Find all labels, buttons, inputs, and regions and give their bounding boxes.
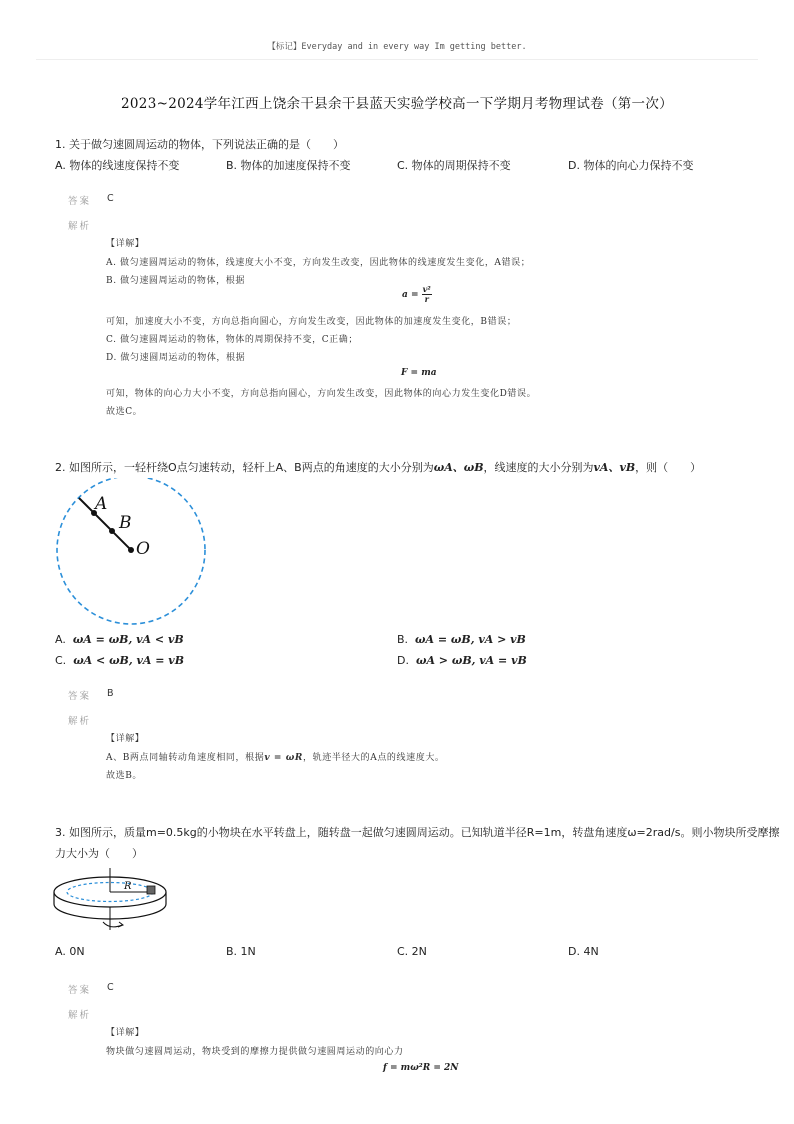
q2-detail-heading: 【详解】: [106, 734, 145, 744]
q3-label-r: R: [124, 881, 132, 892]
q2-option-a: [55, 633, 184, 646]
q3-detail-line-a: 物块做匀速圆周运动，物块受到的摩擦力提供做匀速圆周运动的向心力: [106, 1047, 404, 1057]
q2-stem-part-b: ，线速度的大小分别为: [483, 461, 594, 474]
q2-detail-line-b: 故选B。: [106, 771, 143, 781]
q1-formula-numerator: v²: [422, 284, 431, 294]
q2-option-c-letter: C.: [55, 654, 67, 667]
q2-analysis-label: 解析: [68, 716, 92, 727]
q2-point-o: [128, 547, 134, 553]
q3-option-a: A. 0N: [55, 945, 85, 958]
q2-stem-part-c: ，则（ ）: [635, 461, 702, 474]
q1-analysis-label: 解析: [68, 221, 92, 232]
q3-answer-value: C: [107, 982, 114, 993]
q2-option-a-letter: A.: [55, 633, 66, 646]
q1-detail-line-b: B. 做匀速圆周运动的物体，根据: [106, 276, 245, 286]
q2-rotating-rod-figure: [52, 478, 212, 628]
q2-option-d-letter: D.: [397, 654, 409, 667]
q1-detail-line-c: 可知，加速度大小不变，方向总指向圆心，方向发生改变，因此物体的加速度发生变化，B错误；: [106, 317, 517, 327]
q2-angular-symbols: ωA、ωB: [433, 461, 484, 474]
q2-option-a-expr: ωA = ωB, vA < vB: [72, 633, 184, 646]
q2-point-b: [109, 528, 115, 534]
q2-option-c: [55, 654, 184, 667]
q2-detail-line-a-start: A、B两点同轴转动角速度相同，根据: [106, 753, 265, 763]
header-divider: [36, 59, 758, 60]
q2-answer-value: B: [107, 688, 114, 699]
q3-detail-heading: 【详解】: [106, 1028, 145, 1038]
q1-formula-denominator: r: [424, 294, 429, 304]
q3-block: [147, 886, 155, 894]
q1-answer-value: C: [107, 193, 114, 204]
q1-answer-label: 答案: [68, 196, 92, 207]
q3-answer-label: 答案: [68, 985, 92, 996]
q3-stem-line-1: 3. 如图所示，质量m=0.5kg的小物块在水平转盘上，随转盘一起做匀速圆周运动。已知轨道半径R=1m，转盘角速度ω=2rad/s。则小物块所受摩擦: [55, 826, 780, 839]
q2-stem-part-a: 2. 如图所示，一轻杆绕O点匀速转动，轻杆上A、B两点的角速度的大小分别为: [55, 461, 434, 474]
q1-option-c: C. 物体的周期保持不变: [397, 159, 511, 172]
q1-detail-line-f: 可知，物体的向心力大小不变，方向总指向圆心，方向发生改变，因此物体的向心力发生变化D错误。: [106, 389, 537, 399]
q3-stem-line-2: 力大小为（ ）: [55, 847, 143, 860]
q2-detail-line-a-end: ，轨迹半径大的A点的线速度大。: [303, 753, 445, 763]
q2-stem: [55, 459, 701, 475]
q1-detail-line-d: C. 做匀速圆周运动的物体，物体的周期保持不变，C正确；: [106, 335, 358, 345]
q2-label-b: B: [119, 513, 132, 533]
header-note: 【标记】Everyday and in every way Im getting better.: [267, 42, 527, 52]
q2-detail-formula: v = ωR: [264, 753, 304, 763]
page-title: 2023~2024学年江西上饶余干县余干县蓝天实验学校高一下学期月考物理试卷（第一次）: [121, 96, 673, 112]
q1-option-a: A. 物体的线速度保持不变: [55, 159, 180, 172]
q2-option-d: [397, 654, 527, 667]
q2-label-o: O: [136, 539, 150, 559]
q2-option-c-expr: ωA < ωB, vA = vB: [73, 654, 184, 667]
q3-analysis-label: 解析: [68, 1010, 92, 1021]
q2-option-b-expr: ωA = ωB, vA > vB: [415, 633, 526, 646]
q1-formula-force: F = ma: [401, 368, 437, 378]
q1-option-b: B. 物体的加速度保持不变: [226, 159, 351, 172]
q1-detail-line-a: A. 做匀速圆周运动的物体，线速度大小不变，方向发生改变，因此物体的线速度发生变化，A错误；: [106, 258, 531, 268]
q3-option-c: C. 2N: [397, 945, 427, 958]
q3-turntable-figure: [50, 864, 170, 934]
q3-option-d: D. 4N: [568, 945, 599, 958]
q3-rotation-arrowhead: [118, 922, 123, 927]
q1-detail-line-g: 故选C。: [106, 407, 143, 417]
q1-formula-lhs: a =: [402, 290, 419, 300]
q3-option-b: B. 1N: [226, 945, 256, 958]
q3-formula-friction: f = mω²R = 2N: [383, 1063, 459, 1073]
q2-linear-symbols: vA、vB: [593, 461, 636, 474]
q2-answer-label: 答案: [68, 691, 92, 702]
q2-option-b: [397, 633, 526, 646]
q2-option-d-expr: ωA > ωB, vA = vB: [415, 654, 527, 667]
q2-option-b-letter: B.: [397, 633, 409, 646]
q2-label-a: A: [95, 494, 108, 514]
q1-detail-heading: 【详解】: [106, 239, 145, 249]
q1-stem: 1. 关于做匀速圆周运动的物体，下列说法正确的是（ ）: [55, 138, 344, 151]
q1-detail-line-e: D. 做匀速圆周运动的物体，根据: [106, 353, 246, 363]
q1-formula-acceleration: [402, 285, 432, 304]
q2-detail-line-a: [106, 750, 445, 763]
q1-formula-fraction: [422, 285, 432, 304]
q1-option-d: D. 物体的向心力保持不变: [568, 159, 694, 172]
